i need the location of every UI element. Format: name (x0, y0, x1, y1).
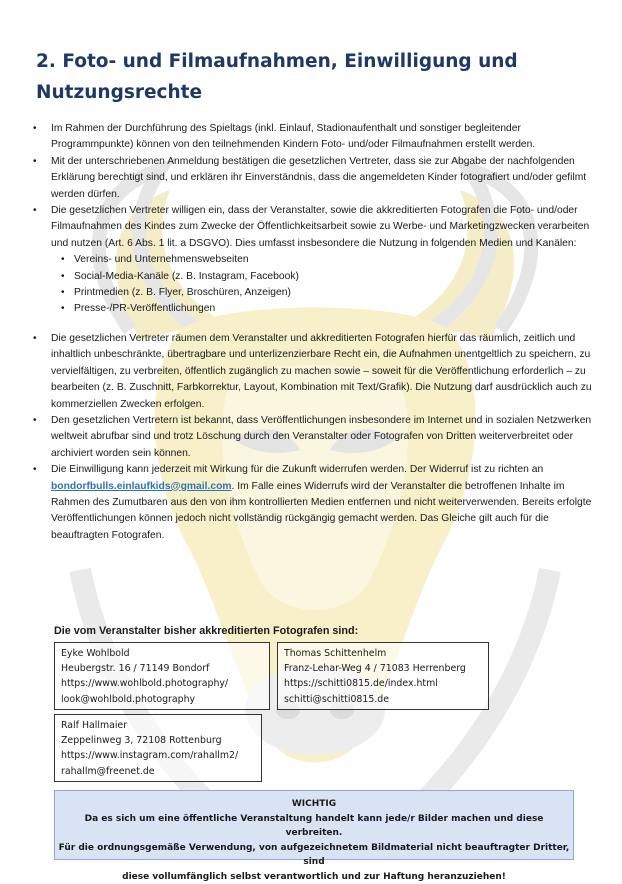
photographer-name: Thomas Schittenhelm (284, 646, 482, 661)
list-item-text: Die gesetzlichen Vertreter willigen ein, dass der Veranstalter, sowie die akkreditierten Fotografen die Foto- und/oder Filmaufnahmen des Kindes zum Zwecke der Öffentlichkeitsarbeit sowie zu Werbe- und Marketingzwecken verarbeiten und nutzen (Art. 6 Abs. 1 lit. a DSGVO). Dies umfasst insbesondere die Nutzung in folgenden Medien und Kanälen: (51, 205, 589, 249)
photographer-website: https://www.instagram.com/rahallm2/ (61, 748, 255, 763)
photographer-name: Eyke Wohlbold (61, 646, 263, 661)
notice-line: diese vollumfänglich selbst verantwortlich und zur Haftung heranzuziehen! (55, 870, 573, 884)
photographer-email: look@wohlbold.photography (61, 692, 263, 707)
notice-title: WICHTIG (55, 797, 573, 812)
media-channel-item: • Printmedien (z. B. Flyer, Broschüren, Anzeigen) (74, 285, 601, 301)
photographer-card (54, 714, 262, 782)
photographer-website: https://www.wohlbold.photography/ (61, 676, 263, 691)
media-channel-item: • Social-Media-Kanäle (z. B. Instagram, Facebook) (74, 269, 601, 285)
photographer-email: schitti@schitti0815.de (284, 692, 482, 707)
photographer-address: Heubergstr. 16 / 71149 Bondorf (61, 661, 263, 676)
revocation-text-after: . Im Falle eines Widerrufs wird der Veranstalter die betroffenen Inhalte im Rahmen des Zumutbaren aus den von ihm kontrollierten Medien entfernen und nicht weiterverwenden. Bereits erfolgte Veröffentlichungen können jedoch nicht vollständig rückgängig gemacht werden. Das Gleiche gilt auch für die beauftragten Fotografen. (51, 481, 591, 541)
photographers-heading: Die vom Veranstalter bisher akkreditierten Fotografen sind: (54, 625, 358, 637)
photographer-card (54, 642, 270, 710)
list-item: • Die gesetzlichen Vertreter räumen dem Veranstalter und akkreditierten Fotografen hierfür das räumlich, zeitlich und inhaltlich unbeschränkte, übertragbare und unterlizenzierbare Recht ein, die Aufnahmen unentgeltlich zu speichern, zu vervielfältigen, zu verbreiten, öffentlich zugänglich zu machen sowie – soweit für die Veröffentlichung erforderlich – zu bearbeiten (z. B. Zuschnitt, Farbkorrektur, Layout, Kombination mit Text/Grafik). Die Nutzung darf ausdrücklich auch zu kommerziellen Zwecken erfolgen. (51, 331, 601, 413)
photographer-address: Franz-Lehar-Weg 4 / 71083 Herrenberg (284, 661, 482, 676)
photographer-website: https://schitti0815.de/index.html (284, 676, 482, 691)
consent-bullet-list (32, 121, 601, 544)
photographer-address: Zeppelinweg 3, 72108 Rottenburg (61, 733, 255, 748)
page-title: 2. Foto- und Filmaufnahmen, Einwilligung und Nutzungsrechte (36, 46, 596, 108)
list-item (51, 462, 601, 544)
revocation-email-link[interactable]: bondorfbulls.einlaufkids@gmail.com (51, 481, 232, 492)
list-item (51, 203, 601, 318)
photographer-email: rahallm@freenet.de (61, 764, 255, 779)
important-notice-box (54, 790, 574, 860)
revocation-text-before: Die Einwilligung kann jederzeit mit Wirkung für die Zukunft widerrufen werden. Der Widerruf ist zu richten an (51, 464, 543, 475)
media-channel-item: • Vereins- und Unternehmenswebseiten (74, 252, 601, 268)
list-item: • Den gesetzlichen Vertretern ist bekannt, dass Veröffentlichungen insbesondere im Internet und in sozialen Netzwerken weltweit abrufbar sind und trotz Löschung durch den Veranstalter oder Fotografen von Dritten weiterverbreitet oder archiviert worden sein können. (51, 413, 601, 462)
photographer-name: Ralf Hallmaier (61, 718, 255, 733)
media-channel-item: • Presse-/PR-Veröffentlichungen (74, 301, 601, 317)
list-item: • Im Rahmen der Durchführung des Spieltags (inkl. Einlauf, Stadionaufenthalt und sonstiger begleitender Programmpunkte) können von den teilnehmenden Kindern Foto- und/oder Filmaufnahmen erstellt werden. (51, 121, 601, 154)
notice-line: Für die ordnungsgemäße Verwendung, von aufgezeichnetem Bildmaterial nicht beauftragter Dritter, sind (55, 841, 573, 870)
notice-line: Da es sich um eine öffentliche Veranstaltung handelt kann jede/r Bilder machen und diese verbreiten. (55, 812, 573, 841)
photographer-card (277, 642, 489, 710)
media-channel-list (51, 252, 601, 318)
list-item: • Mit der unterschriebenen Anmeldung bestätigen die gesetzlichen Vertreter, dass sie zur Abgabe der nachfolgenden Erklärung berechtigt sind, und erklären ihr Einverständnis, dass die angemeldeten Kinder fotografiert und/oder gefilmt werden dürfen. (51, 154, 601, 203)
